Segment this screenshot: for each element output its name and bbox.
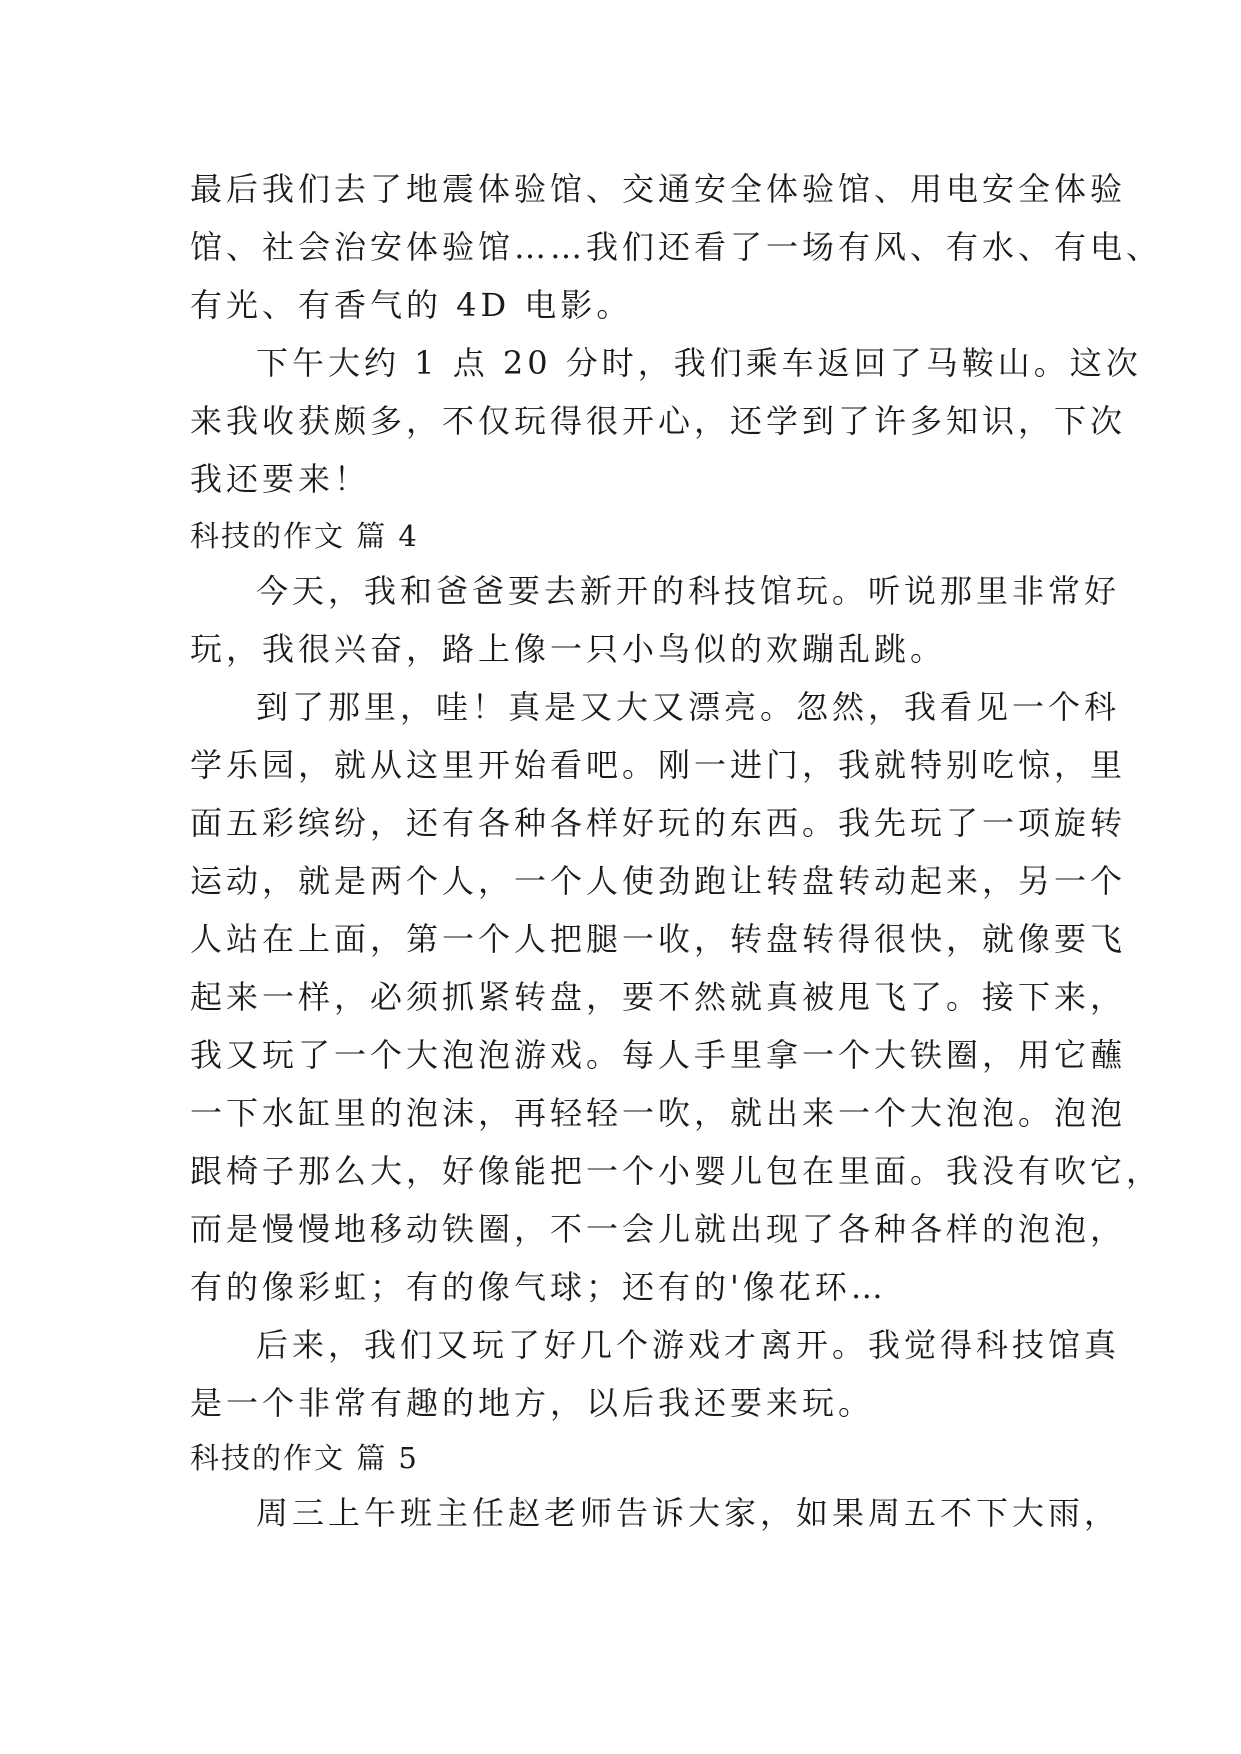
text-line: 有光、有香气的 4D 电影。 [190,286,633,324]
text-line: 是一个非常有趣的地方，以后我还要来玩。 [190,1384,875,1422]
text-line: 一下水缸里的泡沫，再轻轻一吹，就出来一个大泡泡。泡泡 [190,1094,1127,1132]
section-heading: 科技的作文 篇 5 [190,1441,419,1475]
text-line: 今天，我和爸爸要去新开的科技馆玩。听说那里非常好 [256,572,1121,610]
paragraph [190,678,1163,1316]
text-line: 人站在上面，第一个人把腿一收，转盘转得很快，就像要飞 [190,920,1127,958]
paragraph [190,562,1121,678]
text-line: 起来一样，必须抓紧转盘，要不然就真被甩飞了。接下来， [190,978,1127,1016]
section-heading: 科技的作文 篇 4 [190,519,419,553]
text-line: 下午大约 1 点 20 分时，我们乘车返回了马鞍山。这次 [256,344,1142,382]
text-line: 来我收获颇多，不仅玩得很开心，还学到了许多知识，下次 [190,402,1127,440]
text-line: 到了那里，哇！真是又大又漂亮。忽然，我看见一个科 [256,688,1121,726]
document-page [190,160,1163,1542]
text-line: 运动，就是两个人，一个人使劲跑让转盘转动起来，另一个 [190,862,1127,900]
text-line: 后来，我们又玩了好几个游戏才离开。我觉得科技馆真 [256,1326,1121,1364]
text-line: 有的像彩虹；有的像气球；还有的'像花环… [190,1268,887,1306]
paragraph [190,334,1142,508]
text-line: 学乐园，就从这里开始看吧。刚一进门，我就特别吃惊，里 [190,746,1127,784]
text-line: 最后我们去了地震体验馆、交通安全体验馆、用电安全体验 [190,170,1127,208]
text-line: 玩，我很兴奋，路上像一只小鸟似的欢蹦乱跳。 [190,630,947,668]
text-line: 面五彩缤纷，还有各种各样好玩的东西。我先玩了一项旋转 [190,804,1127,842]
paragraph [190,1316,1121,1432]
text-line: 跟椅子那么大，好像能把一个小婴儿包在里面。我没有吹它， [190,1152,1163,1190]
text-line: 而是慢慢地移动铁圈，不一会儿就出现了各种各样的泡泡， [190,1210,1127,1248]
paragraph [190,1484,1121,1542]
text-line: 周三上午班主任赵老师告诉大家，如果周五不下大雨， [256,1494,1121,1532]
paragraph [190,160,1163,334]
text-line: 馆、社会治安体验馆……我们还看了一场有风、有水、有电、 [190,228,1163,266]
text-line: 我又玩了一个大泡泡游戏。每人手里拿一个大铁圈，用它蘸 [190,1036,1127,1074]
text-line: 我还要来！ [190,460,371,498]
